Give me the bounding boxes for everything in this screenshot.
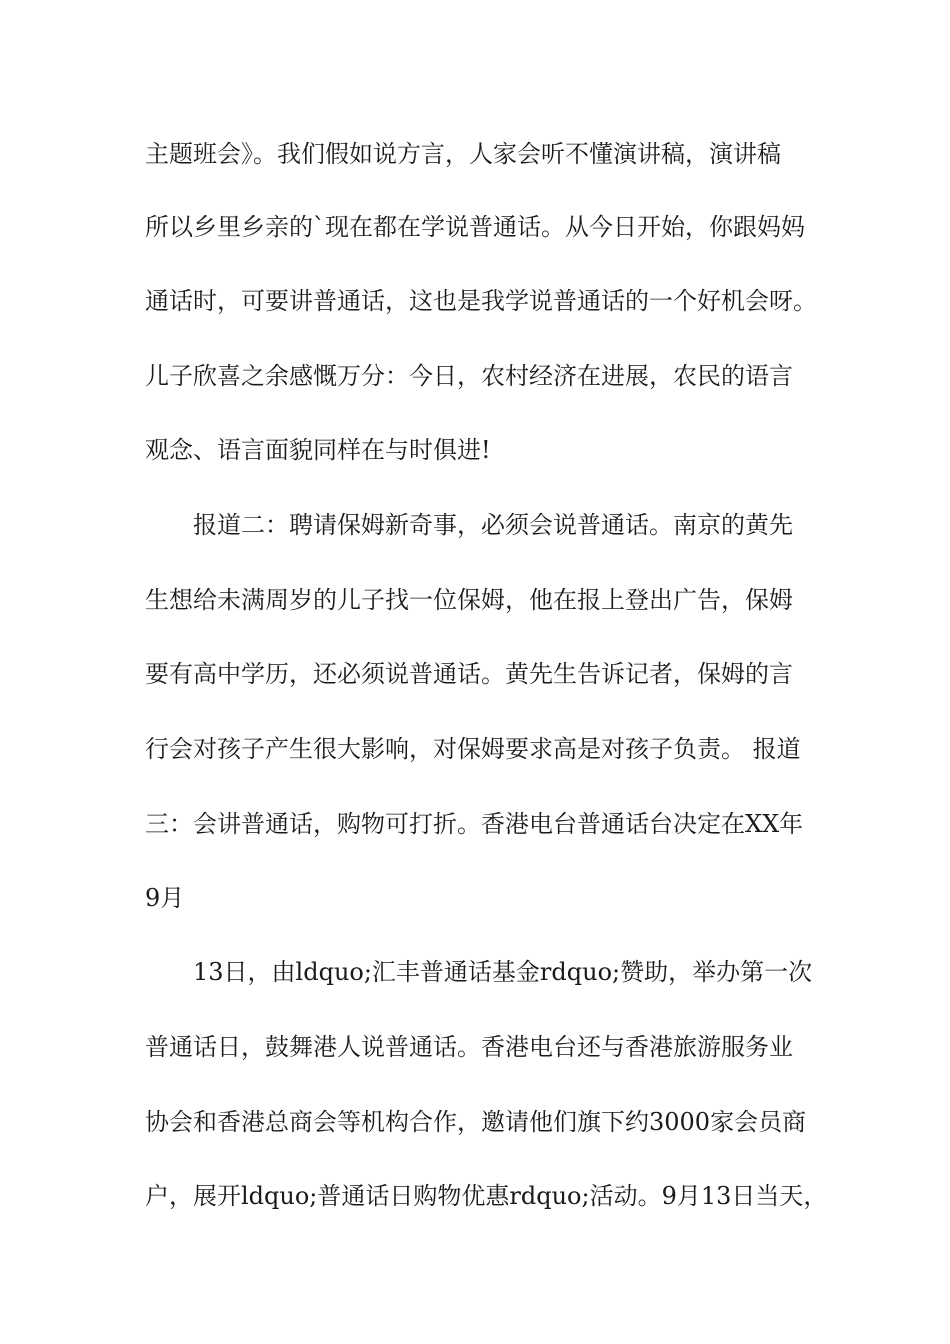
paragraph-line: 普通话日，鼓舞港人说普通话。香港电台还与香港旅游服务业	[145, 1033, 793, 1061]
paragraph-line: 行会对孩子产生很大影响，对保姆要求高是对孩子负责。 报道	[145, 735, 801, 763]
paragraph-line: 儿子欣喜之余感慨万分：今日，农村经济在进展，农民的语言	[145, 362, 793, 390]
paragraph-line: 协会和香港总商会等机构合作，邀请他们旗下约3000家会员商	[145, 1108, 807, 1136]
paragraph-line: 13日，由ldquo;汇丰普通话基金rdquo;赞助，举办第一次	[193, 958, 813, 986]
paragraph-line: 三：会讲普通话，购物可打折。香港电台普通话台决定在XX年	[145, 810, 804, 838]
paragraph-line: 9月	[145, 884, 185, 912]
paragraph-line: 主题班会》。我们假如说方言，人家会听不懂演讲稿，演讲稿	[145, 140, 781, 168]
paragraph-line: 所以乡里乡亲的`现在都在学说普通话。从今日开始，你跟妈妈	[145, 213, 805, 241]
paragraph-line: 要有高中学历，还必须说普通话。黄先生告诉记者，保姆的言	[145, 660, 793, 688]
paragraph-line: 户，展开ldquo;普通话日购物优惠rdquo;活动。9月13日当天，	[145, 1182, 828, 1210]
paragraph-line: 报道二：聘请保姆新奇事，必须会说普通话。南京的黄先	[193, 511, 793, 539]
paragraph-line: 观念、语言面貌同样在与时俱进!	[145, 436, 491, 464]
paragraph-line: 通话时，可要讲普通话，这也是我学说普通话的一个好机会呀。	[145, 287, 817, 315]
paragraph-line: 生想给未满周岁的儿子找一位保姆，他在报上登出广告，保姆	[145, 586, 793, 614]
